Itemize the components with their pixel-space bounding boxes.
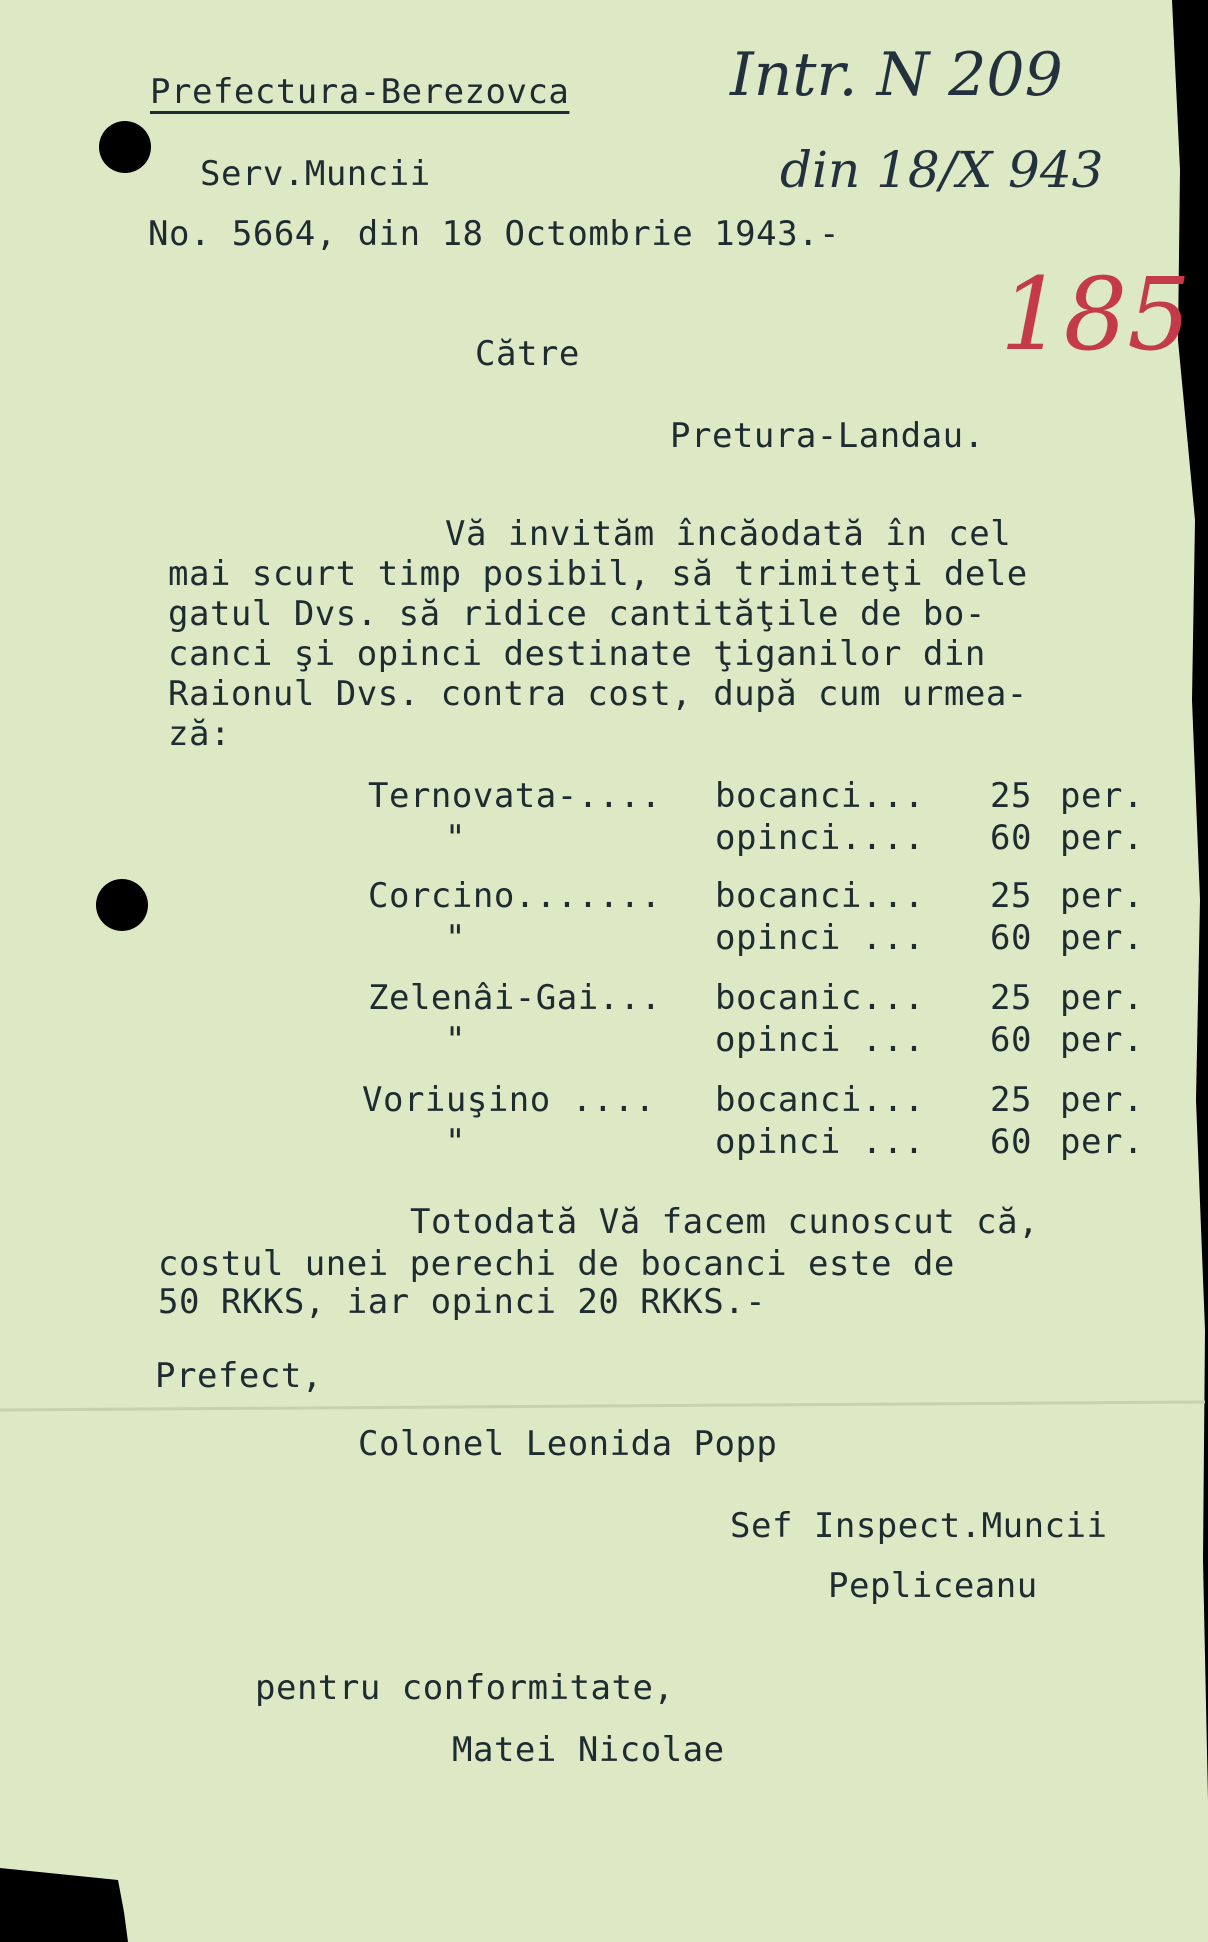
allocation-item: bocanci... [715,1080,925,1120]
allocation-item: bocanic... [715,978,925,1018]
allocation-unit: per. [1060,876,1144,916]
allocation-unit: per. [1060,776,1144,816]
allocation-place: Voriuşino .... [362,1080,656,1120]
prefect-name: Colonel Leonida Popp [358,1424,778,1464]
allocation-item: opinci.... [715,818,925,858]
paragraph-line: canci şi opinci destinate ţiganilor din [168,634,986,674]
allocation-qty: 60 [990,818,1032,858]
document-number-line: No. 5664, din 18 Octombrie 1943.- [148,214,841,254]
allocation-unit: per. [1060,1122,1144,1162]
institution-heading: Prefectura-Berezovca [150,72,570,112]
allocation-qty: 60 [990,1020,1032,1060]
allocation-place: " [445,818,466,858]
conformity-name: Matei Nicolae [452,1730,725,1770]
paragraph-line: ză: [168,714,231,754]
allocation-item: opinci ... [715,1122,925,1162]
recipient-label: Către [475,334,580,374]
cost-line: Totodată Vă facem cunoscut că, [410,1202,1040,1242]
paragraph-line: gatul Dvs. să ridice cantităţile de bo- [168,594,986,634]
allocation-qty: 25 [990,876,1032,916]
allocation-place: Corcino....... [368,876,662,916]
chief-title: Sef Inspect.Muncii [730,1506,1108,1546]
allocation-place: Zelenâi-Gai... [368,978,662,1018]
allocation-item: opinci ... [715,918,925,958]
allocation-item: bocanci... [715,776,925,816]
chief-name: Pepliceanu [828,1566,1038,1606]
allocation-unit: per. [1060,978,1144,1018]
allocation-qty: 60 [990,918,1032,958]
allocation-place: Ternovata-.... [368,776,662,816]
red-folio-number: 185 [1000,256,1191,373]
department-line: Serv.Muncii [200,154,431,194]
conformity-label: pentru conformitate, [255,1668,675,1708]
prefect-title: Prefect, [155,1356,323,1396]
allocation-item: bocanci... [715,876,925,916]
cost-line: costul unei perechi de bocanci este de [158,1244,955,1284]
allocation-qty: 25 [990,978,1032,1018]
allocation-unit: per. [1060,1020,1144,1060]
handwritten-registry-number: Intr. N 209 [730,40,1063,110]
allocation-unit: per. [1060,1080,1144,1120]
cost-line: 50 RKKS, iar opinci 20 RKKS.- [158,1282,767,1322]
allocation-qty: 25 [990,776,1032,816]
allocation-unit: per. [1060,918,1144,958]
allocation-qty: 25 [990,1080,1032,1120]
allocation-qty: 60 [990,1122,1032,1162]
paragraph-line: Raionul Dvs. contra cost, după cum urmea- [168,674,1028,714]
allocation-place: " [445,1122,466,1162]
recipient-addressee: Pretura-Landau. [670,416,985,456]
allocation-place: " [445,1020,466,1060]
paragraph-line: Vă invităm încăodată în cel [445,514,1012,554]
paragraph-line: mai scurt timp posibil, să trimiteţi dele [168,554,1028,594]
allocation-item: opinci ... [715,1020,925,1060]
handwritten-registry-date: din 18/X 943 [780,141,1104,199]
allocation-place: " [445,918,466,958]
allocation-unit: per. [1060,818,1144,858]
